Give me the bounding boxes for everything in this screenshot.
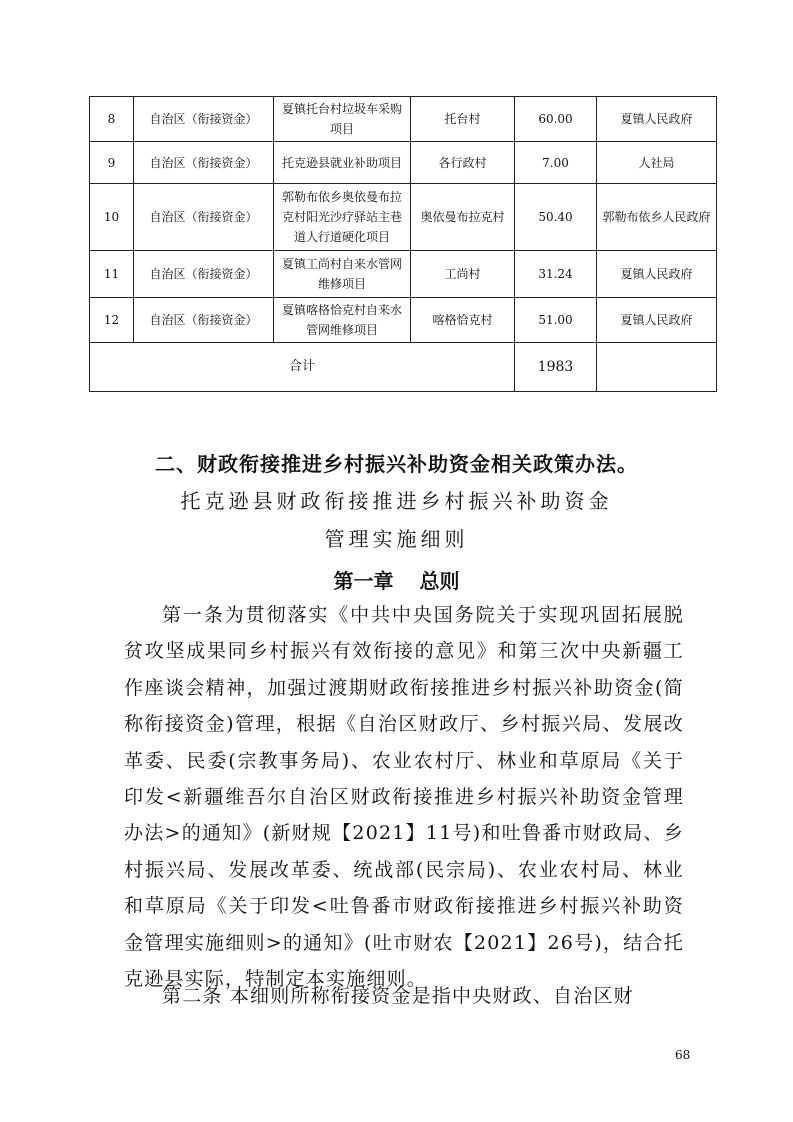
cell-dept: 夏镇人民政府 bbox=[597, 298, 717, 343]
table-row bbox=[90, 184, 717, 251]
total-value: 1983 bbox=[515, 343, 597, 392]
cell-project: 夏镇工尚村自来水管网维修项目 bbox=[274, 251, 411, 298]
cell-village: 喀格恰克村 bbox=[411, 298, 515, 343]
cell-no: 11 bbox=[90, 251, 134, 298]
paragraph-article-2: 第二条 本细则所称衔接资金是指中央财政、自治区财 bbox=[162, 985, 634, 1007]
cell-source: 自治区（衔接资金） bbox=[134, 251, 274, 298]
doc-title-line-1: 托克逊县财政衔接推进乡村振兴补助资金 bbox=[180, 489, 613, 513]
cell-village: 奥依曼布拉克村 bbox=[411, 184, 515, 251]
table-row bbox=[90, 142, 717, 184]
table-row bbox=[90, 97, 717, 142]
cell-dept: 夏镇人民政府 bbox=[597, 251, 717, 298]
cell-source: 自治区（衔接资金） bbox=[134, 142, 274, 184]
cell-project: 夏镇托台村垃圾车采购项目 bbox=[274, 97, 411, 142]
cell-project: 郭勒布依乡奥依曼布拉克村阳光沙疗驿站主巷道人行道硬化项目 bbox=[274, 184, 411, 251]
cell-village: 托台村 bbox=[411, 97, 515, 142]
table-row bbox=[90, 298, 717, 343]
cell-dept: 夏镇人民政府 bbox=[597, 97, 717, 142]
cell-amount: 60.00 bbox=[515, 97, 597, 142]
cell-village: 工尚村 bbox=[411, 251, 515, 298]
cell-village: 各行政村 bbox=[411, 142, 515, 184]
cell-source: 自治区（衔接资金） bbox=[134, 298, 274, 343]
cell-project: 夏镇喀格恰克村自来水管网维修项目 bbox=[274, 298, 411, 343]
cell-amount: 7.00 bbox=[515, 142, 597, 184]
cell-no: 8 bbox=[90, 97, 134, 142]
cell-no: 12 bbox=[90, 298, 134, 343]
doc-title-line-2: 管理实施细则 bbox=[324, 527, 469, 551]
table-row bbox=[90, 251, 717, 298]
cell-dept: 郭勒布依乡人民政府 bbox=[597, 184, 717, 251]
cell-source: 自治区（衔接资金） bbox=[134, 97, 274, 142]
cell-amount: 50.40 bbox=[515, 184, 597, 251]
chapter-label: 第一章 bbox=[333, 569, 394, 593]
chapter-heading bbox=[0, 565, 793, 594]
cell-source: 自治区（衔接资金） bbox=[134, 184, 274, 251]
paragraph-article-1: 第一条为贯彻落实《中共中央国务院关于实现巩固拓展脱贫攻坚成果同乡村振兴有效衔接的意见》和第三次中央新疆工作座谈会精神，加强过渡期财政衔接推进乡村振兴补助资金(简称衔接资金)管理，根据《自治区财政厅、乡村振兴局、发展改革委、民委(宗教事务局)、农业农村厅、林业和草原局《关于印发<新疆维吾尔自治区财政衔接推进乡村振兴补助资金管理办法>的通知》(新财规【2021】11号)和吐鲁番市财政局、乡村振兴局、发展改革委、统战部(民宗局)、农业农村局、林业和草原局《关于印发<吐鲁番市财政衔接推进乡村振兴补助资金管理实施细则>的通知》(吐市财农【2021】26号)，结合托克逊县实际，特制定本实施细则。 bbox=[124, 604, 684, 991]
total-label: 合计 bbox=[90, 343, 515, 392]
cell-project: 托克逊县就业补助项目 bbox=[274, 142, 411, 184]
chapter-name: 总则 bbox=[419, 569, 460, 593]
total-empty-cell bbox=[597, 343, 717, 392]
total-row bbox=[90, 343, 717, 392]
section-heading: 二、财政衔接推进乡村振兴补助资金相关政策办法。 bbox=[155, 452, 638, 476]
cell-no: 9 bbox=[90, 142, 134, 184]
page-number: 68 bbox=[675, 1048, 691, 1062]
cell-dept: 人社局 bbox=[597, 142, 717, 184]
cell-amount: 51.00 bbox=[515, 298, 597, 343]
funding-table bbox=[89, 96, 717, 392]
cell-amount: 31.24 bbox=[515, 251, 597, 298]
cell-no: 10 bbox=[90, 184, 134, 251]
